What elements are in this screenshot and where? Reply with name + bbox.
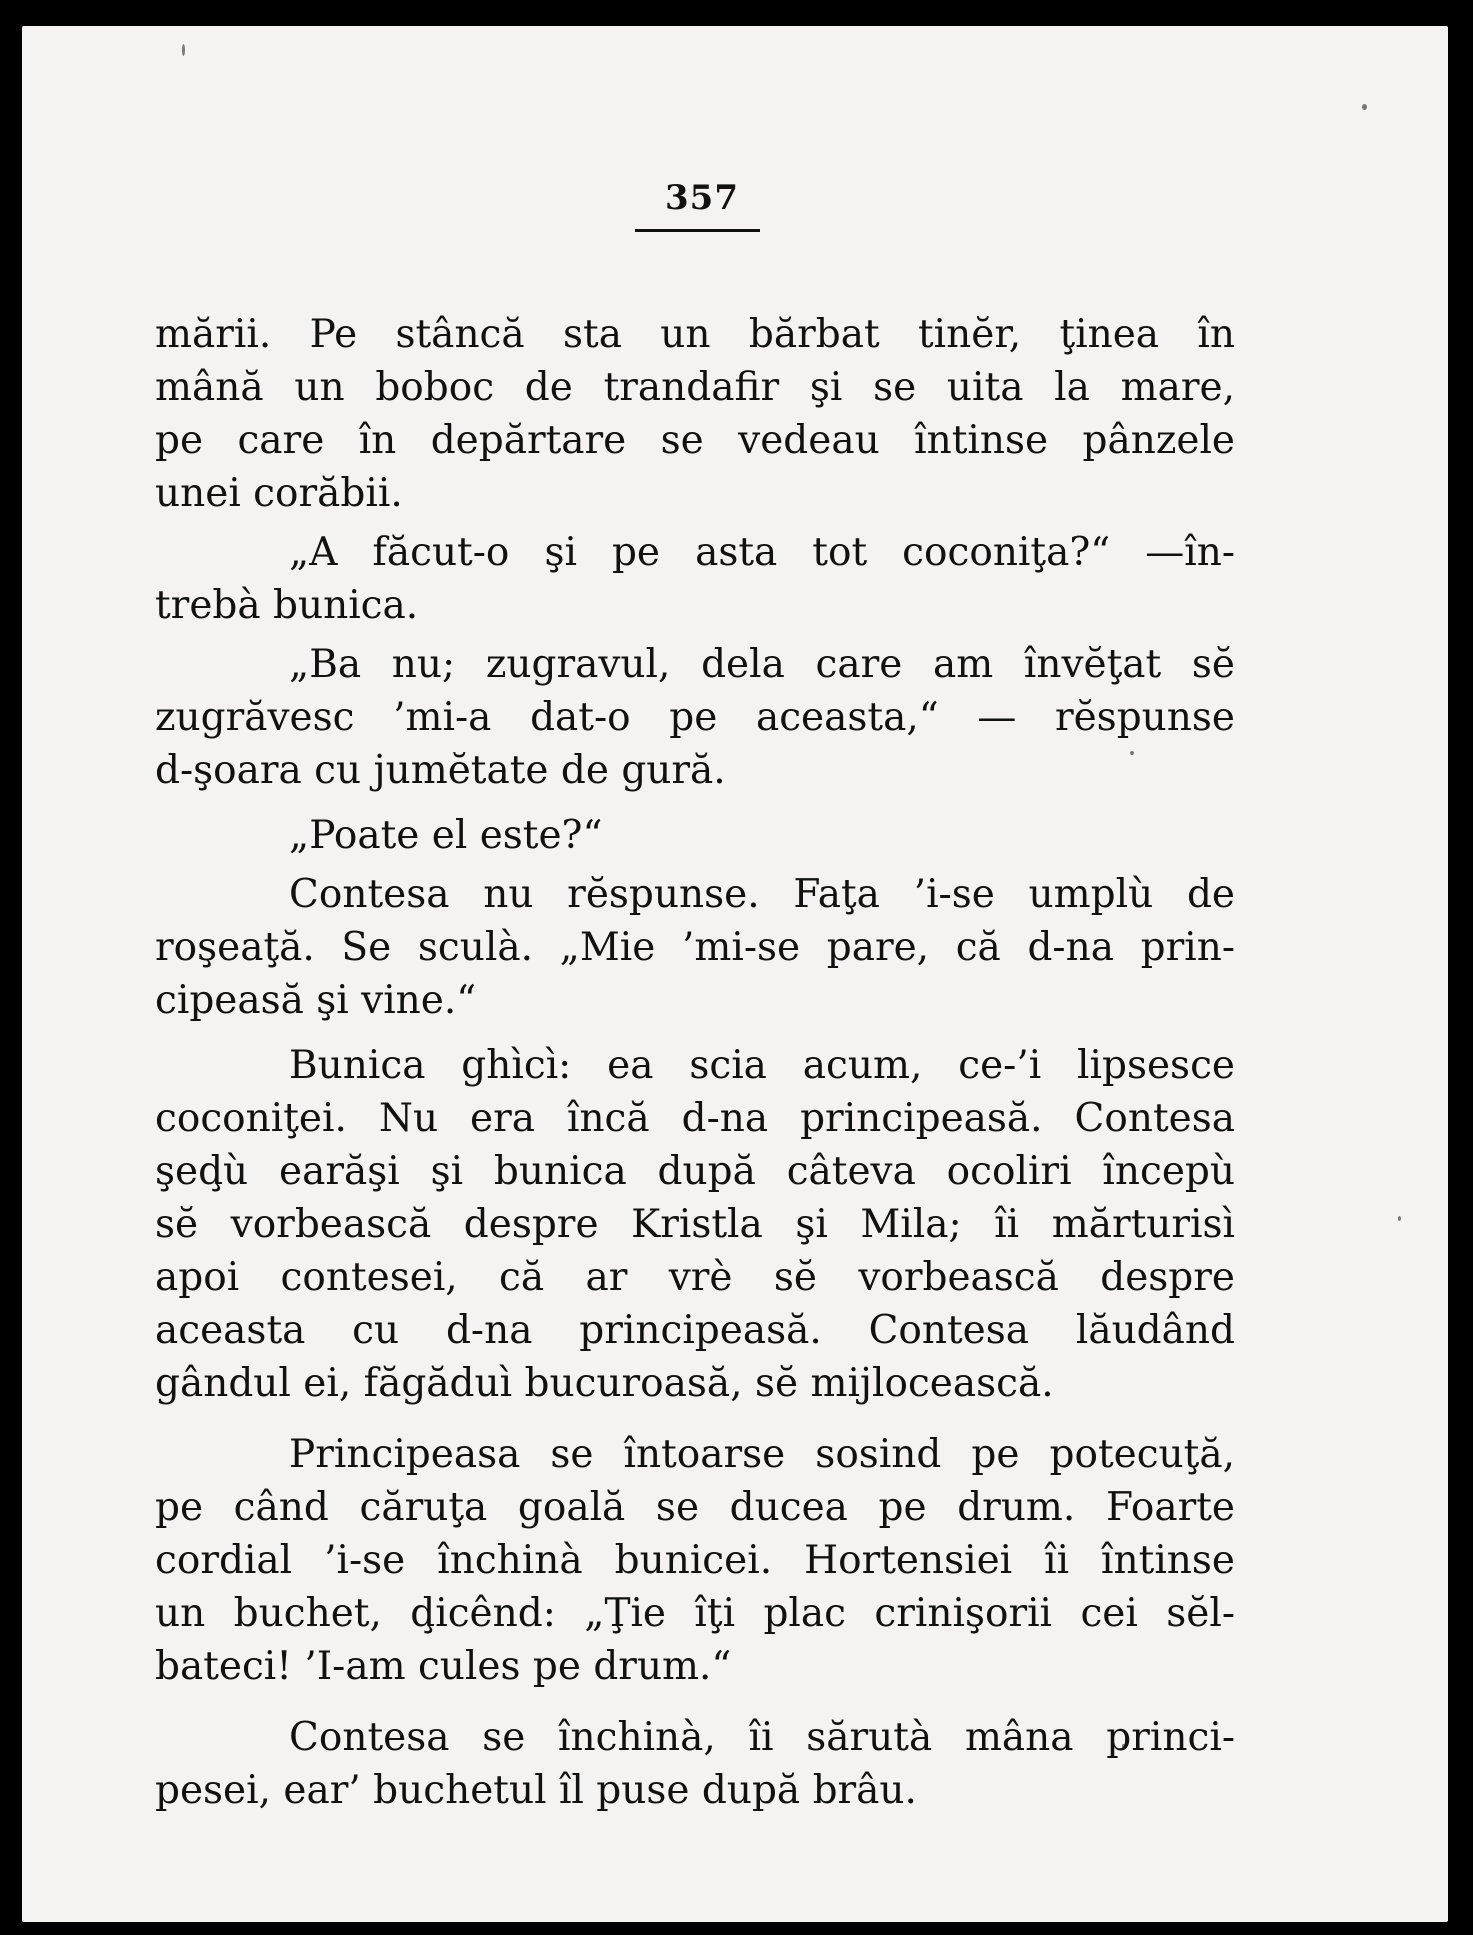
text-line: cipeasă şi vine.“ (155, 978, 477, 1023)
text-line: Bunica ghìcì: ea scia acum, ce-’i lipsesce (289, 1043, 1235, 1088)
text-line: bateci! ’I-am cules pe drum.“ (155, 1644, 732, 1689)
paragraph (155, 1428, 1235, 1693)
text-line: apoi contesei, că ar vrè sĕ vorbească despre (155, 1255, 1235, 1300)
paragraph (155, 638, 1235, 797)
text-line: un buchet, ḑicênd: „Ţie îţi plac crinişorii cei sĕl- (155, 1591, 1235, 1636)
text-line: Contesa se închinà, îi sărutà mâna princi- (289, 1715, 1235, 1760)
text-line: pe care în depărtare se vedeau întinse pânzele (155, 418, 1235, 463)
paragraph (155, 1039, 1235, 1410)
paper-speck (1398, 1216, 1401, 1221)
text-line: „Poate el este?“ (289, 813, 603, 858)
text-line: roşeaţă. Se sculà. „Mie ’mi-se pare, că d-na prin- (155, 925, 1235, 970)
paper-speck (182, 44, 185, 56)
text-block (155, 308, 1235, 1817)
text-line: „A făcut-o şi pe asta tot coconiţa?“ —în- (289, 530, 1235, 575)
paragraph (155, 526, 1235, 632)
text-line: zugrăvesc ’mi-a dat-o pe aceasta,“ — rĕspunse (155, 695, 1235, 740)
paragraph (155, 809, 1235, 862)
text-line: cordial ’i-se închinà bunicei. Hortensiei îi întinse (155, 1538, 1235, 1583)
text-line: gândul ei, făgăduì bucuroasă, sĕ mijlocească. (155, 1361, 1054, 1406)
text-line: Principeasa se întoarse sosind pe potecuţă, (289, 1432, 1235, 1477)
text-line: trebà bunica. (155, 583, 419, 628)
text-line: pesei, ear’ buchetul îl puse după brâu. (155, 1768, 917, 1813)
paragraph (155, 868, 1235, 1027)
text-line: coconiţei. Nu era încă d-na principeasă. Contesa (155, 1096, 1235, 1141)
page-number-rule (635, 229, 760, 232)
text-line: mării. Pe stâncă sta un bărbat tinĕr, ţinea în (155, 312, 1235, 357)
text-line: „Ba nu; zugravul, dela care am învĕţat sĕ (289, 642, 1235, 687)
text-line: sĕ vorbească despre Kristla şi Mila; îi mărturisì (155, 1202, 1235, 1247)
paper-speck (1362, 104, 1367, 110)
text-line: d-şoara cu jumĕtate de gură. (155, 748, 726, 793)
text-line: unei corăbii. (155, 471, 403, 516)
text-line: aceasta cu d-na principeasă. Contesa lăudând (155, 1308, 1235, 1353)
page-number: 357 (665, 178, 739, 218)
text-line: Contesa nu rĕspunse. Faţa ’i-se umplù de (289, 872, 1235, 917)
text-line: pe când căruţa goală se ducea pe drum. Foarte (155, 1485, 1235, 1530)
paragraph (155, 1711, 1235, 1817)
paragraph (155, 308, 1235, 520)
book-page (22, 26, 1448, 1922)
text-line: mână un boboc de trandafir şi se uita la mare, (155, 365, 1235, 410)
text-line: şeḑù earăşi şi bunica după câteva ocoliri începù (155, 1149, 1235, 1194)
